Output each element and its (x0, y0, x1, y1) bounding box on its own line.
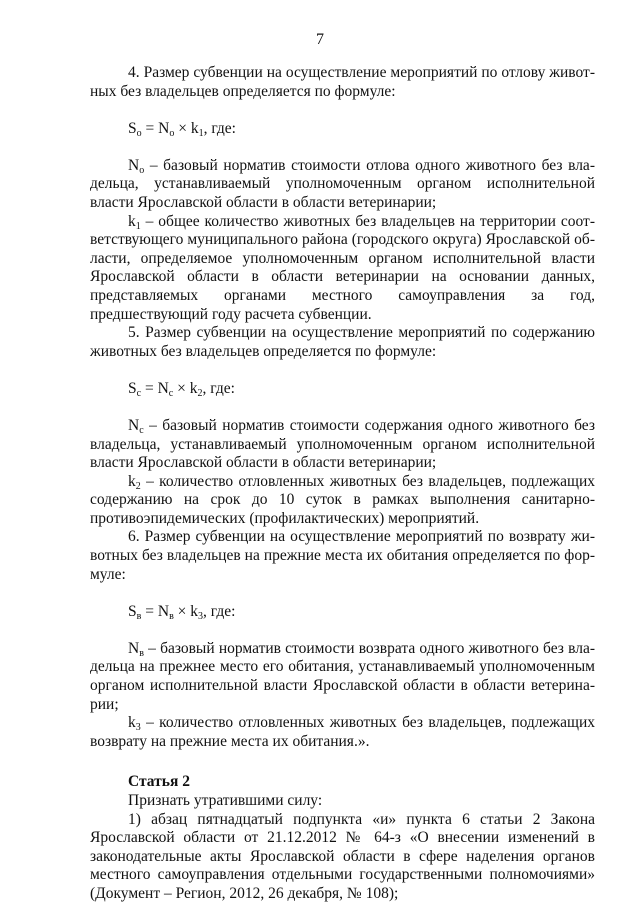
formula-subscript: в (136, 611, 142, 623)
definition-text: – базовый норматив стоимости отлова одного животного без владельца, устанавливаемый уполномоченным органом исполнительной власти Ярославской области в области ветеринарии; (90, 156, 595, 211)
formula-symbol: S (128, 380, 137, 398)
formula-equals: = (141, 120, 159, 138)
formula-return (90, 603, 595, 622)
formula-subscript: 1 (198, 128, 204, 140)
definition-text: – количество отловленных животных без владельцев, подлежащих содержанию на срок до 10 суток в рамках выполнения санитарно-противоэпидемических (профилактических) мероприятий. (90, 472, 595, 527)
definition-nv (90, 640, 595, 714)
paragraph-5-intro: 5. Размер субвенции на осуществление мероприятий по содержанию животных без владельцев определяется по формуле: (90, 324, 595, 360)
definition-nc (90, 417, 595, 473)
definition-symbol: N (128, 639, 140, 657)
article-2-heading: Статья 2 (128, 773, 190, 791)
formula-tail: , где: (203, 603, 236, 621)
definition-symbol: k (128, 714, 136, 732)
formula-subscript: 3 (198, 611, 204, 623)
definition-text: – количество отловленных животных без владельцев, подлежащих возврату на прежние места их обитания.». (90, 714, 595, 750)
formula-symbol: k (189, 380, 198, 398)
formula-symbol: k (190, 120, 199, 138)
definition-subscript: в (139, 647, 144, 659)
definition-text: – базовый норматив стоимости содержания одного животного без владельца, устанавливаемый уполномоченным органом исполнительной власти Ярославской области в области ветеринарии; (90, 416, 595, 472)
formula-maintenance (90, 380, 595, 399)
formula-symbol: N (157, 380, 169, 398)
formula-tail: , где: (202, 380, 235, 398)
formula-symbol: N (158, 120, 170, 138)
formula-symbol: S (128, 603, 137, 621)
formula-capture (90, 120, 595, 139)
formula-subscript: о (169, 128, 175, 140)
formula-symbol: N (157, 603, 170, 621)
definition-symbol: k (128, 212, 136, 230)
definition-subscript: 1 (135, 220, 141, 232)
article-2-item-1: 1) абзац пятнадцатый подпункта «и» пункта 6 статьи 2 Закона Ярославской области от 21.12.2012 № 64-з «О внесении изменений в законодательные акты Ярославской области в сфере наделения органов местного самоуправления отдельными государственными полномочиями» (Документ – Регион, 2012, 26 декабря, № 108); (90, 810, 595, 902)
formula-equals: = (141, 603, 158, 621)
formula-operator: × (173, 603, 191, 621)
formula-subscript: в (169, 611, 174, 623)
formula-operator: × (173, 380, 190, 398)
formula-operator: × (174, 120, 191, 138)
definition-subscript: 3 (135, 722, 141, 734)
document-body (90, 64, 595, 904)
paragraph-4-intro: 4. Размер субвенции на осуществление мероприятий по отлову животных без владельцев определяется по формуле: (90, 64, 595, 100)
definition-subscript: о (139, 164, 145, 176)
formula-subscript: о (136, 128, 142, 140)
formula-symbol: k (190, 603, 199, 621)
definition-symbol: N (128, 156, 140, 174)
definition-symbol: k (128, 472, 136, 490)
formula-subscript: с (168, 388, 174, 400)
paragraph-6-intro: 6. Размер субвенции на осуществление мероприятий по возврату животных без владельцев на прежние места их обитания определяется по формуле: (90, 528, 595, 583)
article-2-intro: Признать утратившими силу: (128, 792, 323, 809)
definition-symbol: N (128, 416, 140, 434)
definition-k1 (90, 213, 595, 325)
formula-tail: , где: (203, 120, 236, 138)
formula-subscript: 2 (197, 388, 203, 400)
formula-equals: = (141, 380, 158, 398)
definition-text: – базовый норматив стоимости возврата одного животного без владельца на прежнее место его обитания, устанавливаемый уполномоченным органом исполнительной власти Ярославской области в области ветеринарии; (90, 639, 595, 713)
definition-no (90, 157, 595, 213)
definition-subscript: с (139, 424, 144, 436)
definition-text: – общее количество животных без владельцев на территории соответствующего муниципального района (городского округа) Ярославской области, определяемое уполномоченным органом исполнительной власти Ярославской области в области ветеринарии на основании данных, представляемых органами местного самоуправления за год, предшествующий году расчета субвенции. (90, 212, 595, 323)
formula-symbol: S (128, 120, 137, 138)
definition-k3 (90, 714, 595, 751)
definition-k2 (90, 473, 595, 529)
formula-subscript: с (136, 388, 142, 400)
definition-subscript: 2 (135, 480, 141, 492)
page-number: 7 (316, 31, 324, 48)
